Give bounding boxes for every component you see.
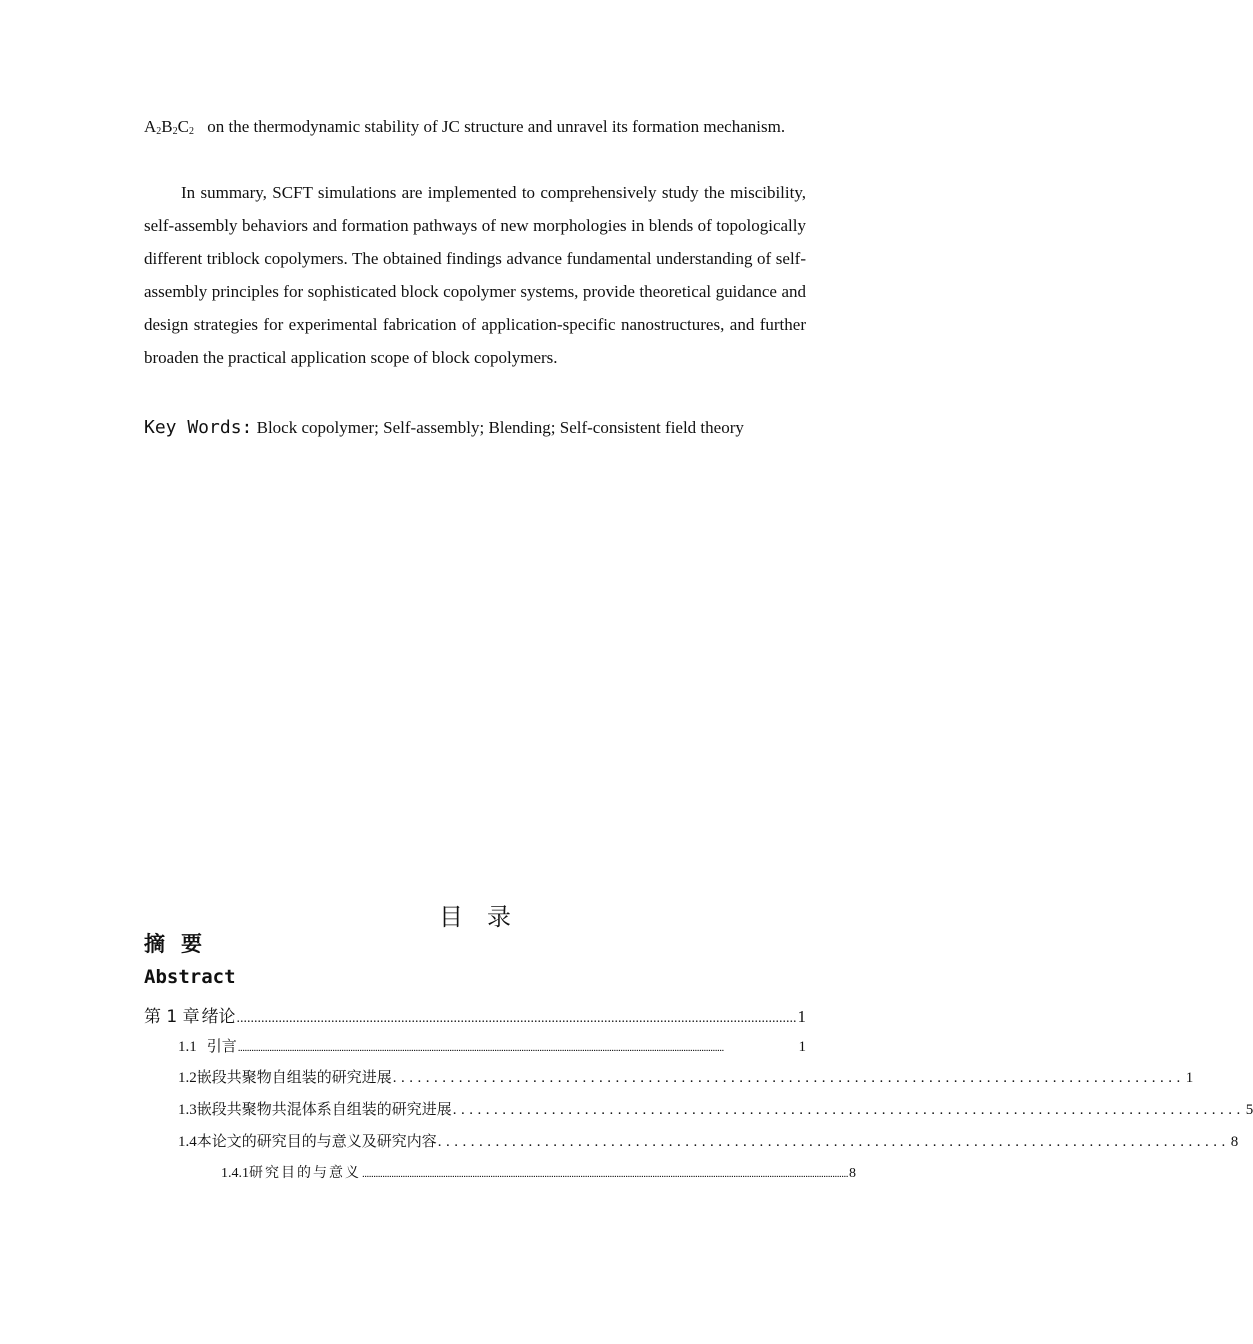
keywords-text: Block copolymer; Self-assembly; Blending; Self-consistent field theory — [256, 418, 744, 437]
toc-leader-dots: ................................................................................................ — [452, 1102, 1245, 1118]
toc-entry-number: 1.4 — [178, 1134, 197, 1150]
toc-entry-page: 1 — [797, 1007, 806, 1026]
toc-entry-label: 绪论 — [201, 1007, 236, 1027]
toc-leader-dots: ........................................................................................................................................................................................................................ — [237, 1042, 724, 1054]
toc-abstract-en[interactable]: Abstract — [144, 966, 236, 988]
toc-entry-chapter-1[interactable] — [144, 1002, 806, 1027]
toc-entry-page: 1 — [1185, 1070, 1194, 1086]
formula-a2b2c2: $A_2B_2C_2$ — [144, 117, 194, 137]
toc-entry-number: 1.4.1 — [221, 1166, 249, 1181]
toc-entry-1-4-1[interactable] — [221, 1162, 856, 1182]
toc-abstract-cn[interactable]: 摘要 — [144, 932, 218, 956]
toc-entry-number: 1.2 — [178, 1070, 197, 1086]
toc-entry-1-4[interactable] — [178, 1130, 1239, 1151]
keywords-line — [144, 411, 806, 444]
toc-entry-page: 8 — [1230, 1134, 1239, 1150]
keywords-label: Key Words: — [144, 417, 253, 438]
toc-entry-page: 1 — [798, 1039, 806, 1055]
toc-leader-dots: ........................................................................................................................................................................................................................ — [362, 1168, 848, 1180]
toc-entry-page: 8 — [849, 1166, 856, 1181]
toc-entry-label: 引言 — [206, 1037, 237, 1055]
toc-entry-number: 1.1 — [178, 1039, 197, 1055]
abstract-paragraph-continuation — [144, 110, 806, 143]
toc-entry-label: 本论文的研究目的与意义及研究内容 — [196, 1132, 437, 1150]
toc-entry-page: 5 — [1245, 1102, 1253, 1118]
toc-leader-dots: ................................................................................................ — [437, 1134, 1230, 1150]
toc-entry-label: 嵌段共聚物共混体系自组装的研究进展 — [196, 1100, 452, 1118]
toc-leader-dots: ................................................................................................ — [392, 1070, 1185, 1086]
toc-entry-number: 第 1 章 — [144, 1007, 200, 1027]
toc-entry-number: 1.3 — [178, 1102, 197, 1118]
toc-entry-label: 嵌段共聚物自组装的研究进展 — [196, 1068, 392, 1086]
toc-entry-label: 研究目的与意义 — [249, 1165, 361, 1181]
toc-leader-dots: ................................................................................................................................................................ — [236, 1011, 797, 1026]
toc-entry-1-1[interactable] — [178, 1035, 806, 1056]
toc-title: 目录 — [439, 903, 535, 931]
paragraph-text: on the thermodynamic stability of JC structure and unravel its formation mechanism. — [207, 117, 786, 136]
toc-entry-1-2[interactable] — [178, 1066, 1194, 1087]
summary-paragraph: In summary, SCFT simulations are implemented to comprehensively study the miscibility, self-assembly behaviors and formation pathways of new morphologies in blends of topologically different triblock copolymers. The obtained findings advance fundamental understanding of self-assembly principles for sophisticated block copolymer systems, provide theoretical guidance and design strategies for experimental fabrication of application-specific nanostructures, and further broaden the practical application scope of block copolymers. — [144, 183, 806, 367]
toc-entry-1-3[interactable] — [178, 1098, 1253, 1119]
